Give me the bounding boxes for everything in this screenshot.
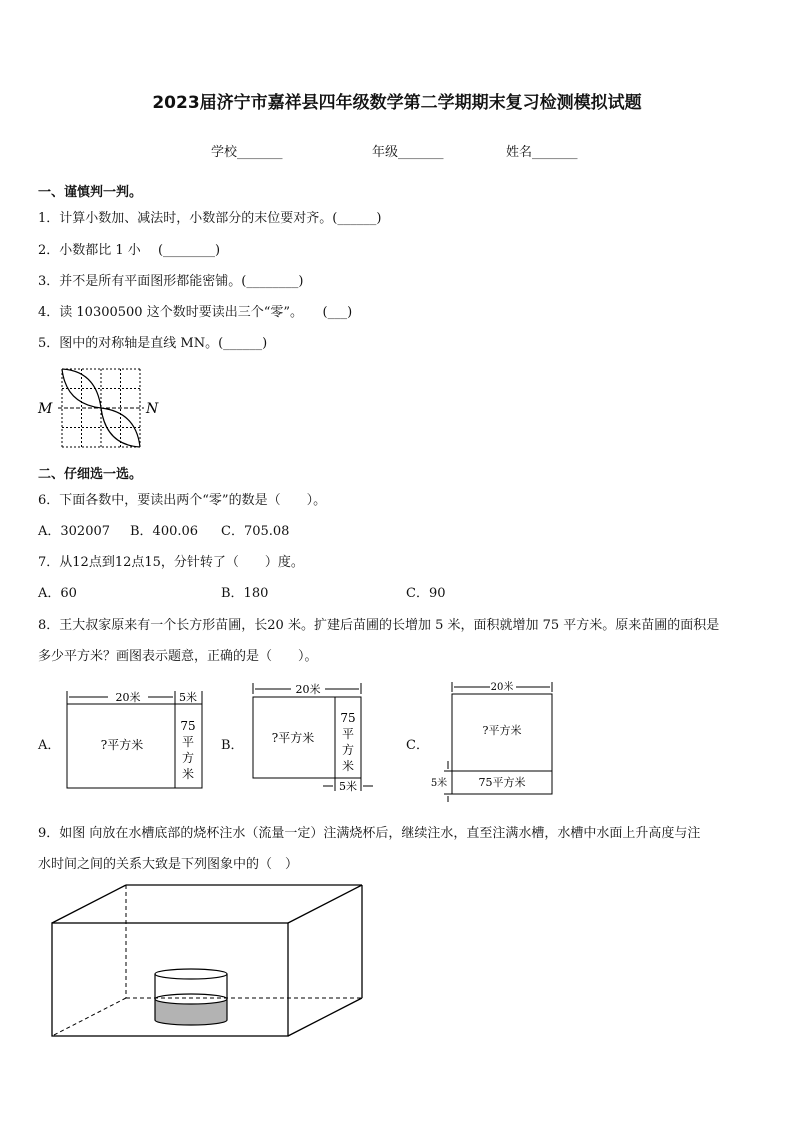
c-area-label: ?平方米 (482, 724, 522, 737)
a-increase-line-4: 米 (181, 767, 195, 781)
question-8-line-2: 多少平方米？画图表示题意，正确的是（ ）。 (38, 649, 318, 664)
question-2: 2．小数都比 1 小 (________) (38, 243, 221, 258)
school-field[interactable]: 学校_______ (211, 145, 283, 160)
q6-option-b[interactable]: B．400.06 (130, 524, 199, 539)
b-increase-line-2: 平 (341, 727, 355, 741)
label-n: N (146, 401, 159, 417)
q8-figure-b (245, 680, 375, 796)
b-area-label: ?平方米 (271, 731, 315, 745)
symmetry-grid-figure (36, 366, 166, 448)
q6-option-a[interactable]: A．302007 (38, 524, 111, 539)
question-6: 6．下面各数中，要读出两个“零”的数是（ ）。 (38, 493, 327, 508)
q8-figure-c (428, 678, 558, 804)
b-increase-line-3: 方 (341, 743, 355, 757)
q8-figure-a (60, 686, 210, 792)
a-area-label: ?平方米 (100, 738, 144, 752)
section-heading-choose: 二、仔细选一选。 (38, 467, 143, 482)
question-9-line-1: 9．如图 向放在水槽底部的烧杯注水（流量一定）注满烧杯后，继续注水，直至注满水槽，水槽中水面上升高度与注 (38, 826, 701, 841)
question-5: 5．图中的对称轴是直线 MN。(______) (38, 336, 268, 351)
q7-option-b[interactable]: B．180 (221, 586, 269, 601)
a-length-label: 20米 (115, 691, 141, 704)
a-increase-line-1: 75 (180, 719, 196, 733)
q6-option-c[interactable]: C．705.08 (221, 524, 290, 539)
c-length-label: 20米 (490, 682, 514, 693)
q8-option-c[interactable]: C． (406, 738, 429, 753)
question-3: 3．并不是所有平面图形都能密铺。(________) (38, 274, 304, 289)
section-heading-judge: 一、谨慎判一判。 (38, 185, 143, 200)
q8-option-b[interactable]: B． (221, 738, 244, 753)
a-extension-label: 5米 (179, 691, 197, 704)
water-tank-figure (48, 882, 368, 1042)
b-increase-line-1: 75 (340, 711, 356, 725)
b-extension-label: 5米 (339, 780, 357, 793)
a-increase-line-2: 平 (181, 735, 195, 749)
q7-option-a[interactable]: A．60 (38, 586, 77, 601)
page-title: 2023届济宁市嘉祥县四年级数学第二学期期末复习检测模拟试题 (152, 93, 642, 113)
name-field[interactable]: 姓名_______ (506, 145, 578, 160)
label-m: M (38, 401, 53, 417)
grade-field[interactable]: 年级_______ (372, 145, 444, 160)
b-increase-line-4: 米 (341, 759, 355, 773)
question-4: 4．读 10300500 这个数时要读出三个“零”。 (___) (38, 305, 353, 320)
question-9-line-2: 水时间之间的关系大致是下列图象中的（ ） (38, 857, 299, 872)
c-extension-label: 5米 (430, 778, 448, 789)
a-increase-line-3: 方 (181, 751, 195, 765)
q8-option-a[interactable]: A． (38, 738, 61, 753)
question-7: 7．从12点到12点15，分针转了（ ）度。 (38, 555, 304, 570)
b-length-label: 20米 (295, 683, 321, 696)
question-8-line-1: 8．王大叔家原来有一个长方形苗圃，长20 米。扩建后苗圃的长增加 5 米，面积就增加 75 平方米。原来苗圃的面积是 (38, 618, 720, 633)
c-increase-label: 75平方米 (478, 776, 526, 789)
q7-option-c[interactable]: C．90 (406, 586, 446, 601)
question-1: 1．计算小数加、减法时，小数部分的末位要对齐。(______) (38, 211, 382, 226)
